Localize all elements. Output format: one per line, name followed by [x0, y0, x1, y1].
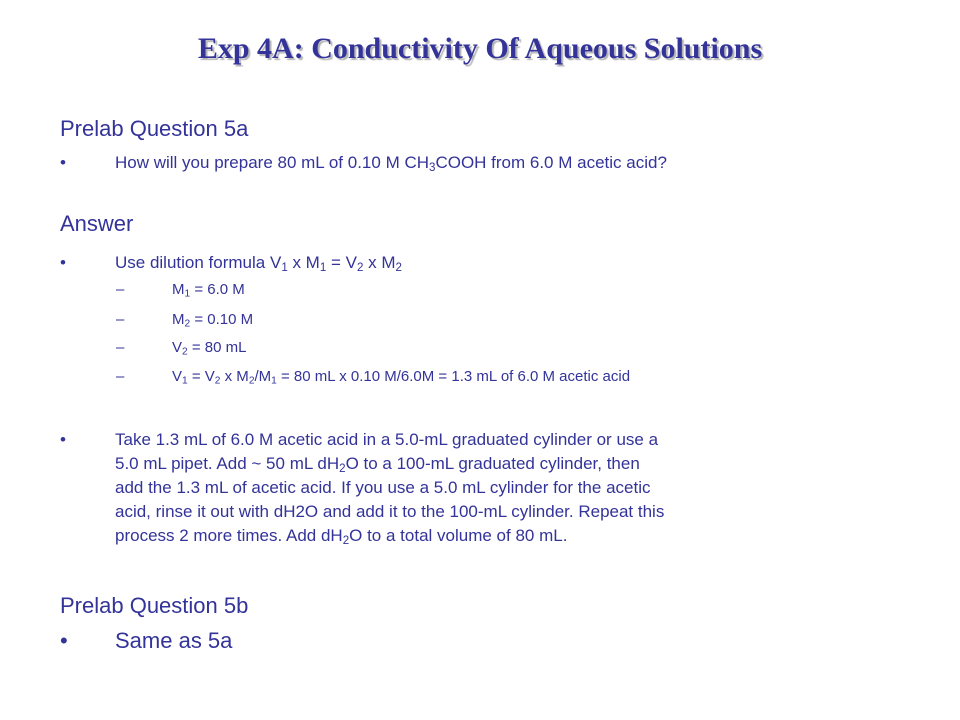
- heading-prelab-5b: Prelab Question 5b: [60, 593, 249, 618]
- heading-prelab-5a: Prelab Question 5a: [60, 116, 249, 141]
- dash-icon: –: [116, 311, 125, 328]
- heading-answer: Answer: [60, 211, 134, 236]
- dash-icon: –: [116, 281, 125, 298]
- bullet-icon: •: [60, 153, 66, 172]
- bullet-icon: •: [60, 253, 66, 272]
- bullet-icon: •: [60, 628, 68, 653]
- bullet-icon: •: [60, 430, 66, 449]
- dilution-formula-text: Use dilution formula $V_1$ x $M_1 = V_2$ x $M_2$: [115, 253, 402, 274]
- answer-5b-text: Same as 5a: [115, 628, 233, 653]
- dash-icon: –: [116, 368, 125, 385]
- slide-title: Exp 4A: Conductivity Of Aqueous Solutions: [197, 32, 763, 65]
- dash-icon: –: [116, 339, 125, 356]
- procedure-text: Take 1.3 mL of 6.0 M acetic acid in a 5.0-mL graduated cylinder or use a 5.0 mL pipet. Add ~ 50 mL $dH_2O$ to a 100-mL graduated cylinder, then add the 1.3 mL of acetic acid. If you use a 5.0 mL cylinder for the acetic acid, rinse it out with dH2O and add it to the 100-mL cylinder. Repeat this process 2 more times. Add $dH_2O$ to a total volume of 80 mL.: [115, 430, 665, 547]
- question-5a-text: How will you prepare 80 mL of 0.10 M $CH_3COOH$ from 6.0 M acetic acid?: [115, 153, 667, 174]
